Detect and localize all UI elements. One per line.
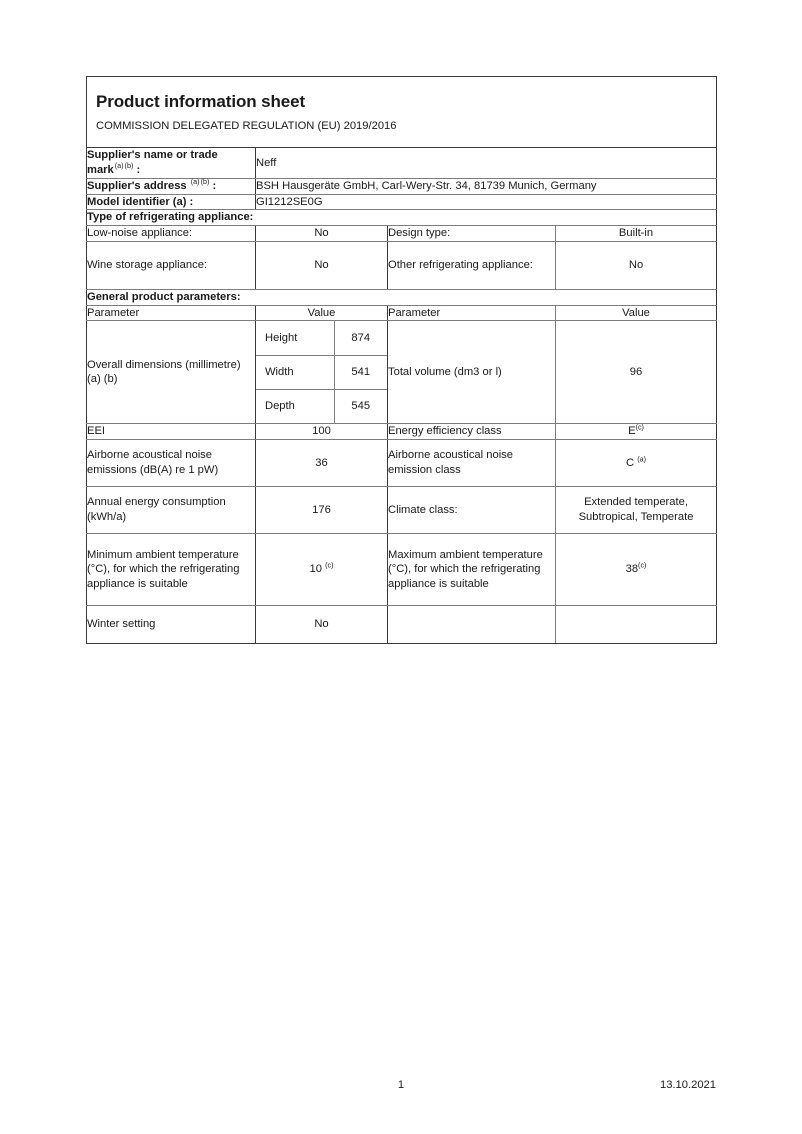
page-title: Product information sheet — [96, 92, 306, 111]
eei-row — [87, 424, 717, 440]
footnote-ref-c: (c) — [325, 560, 334, 570]
winter-setting-label: Winter setting — [87, 606, 256, 644]
col-header-value-left: Value — [256, 305, 388, 321]
footnote-ref-c: (c) — [638, 560, 647, 570]
winter-setting-empty-value — [556, 606, 717, 644]
footnote-ref-b: (b) — [124, 161, 134, 171]
general-section-heading: General product parameters: — [87, 289, 717, 305]
eei-label: EEI — [87, 424, 256, 440]
wine-storage-value: No — [256, 241, 388, 289]
low-noise-row — [87, 226, 717, 242]
airborne-noise-class-label: Airborne acoustical noise emission class — [388, 440, 556, 487]
overall-dimensions-label: Overall dimensions (millimetre) (a) (b) — [87, 321, 256, 424]
dimension-value-depth: 545 — [351, 400, 371, 413]
low-noise-label: Low-noise appliance: — [87, 226, 256, 242]
dimension-name-width: Width — [256, 355, 334, 389]
min-ambient-temperature-value — [256, 534, 388, 606]
wine-storage-label: Wine storage appliance: — [87, 241, 256, 289]
total-volume-value: 96 — [556, 321, 717, 424]
supplier-name-label-text: Supplier's name or trade mark — [87, 149, 218, 176]
model-identifier-row — [87, 194, 717, 210]
eei-value: 100 — [256, 424, 388, 440]
design-type-value: Built-in — [556, 226, 717, 242]
footnote-ref-a: (a) — [637, 454, 647, 464]
supplier-name-label-colon: : — [133, 164, 141, 176]
footnote-ref-a: (a) — [190, 177, 200, 187]
winter-setting-empty-label — [388, 606, 556, 644]
climate-class-value: Extended temperate, Subtropical, Temperate — [556, 487, 717, 534]
page-number: 1 — [397, 1079, 405, 1091]
footnote-ref-b: (b) — [200, 177, 210, 187]
regulation-subtitle: COMMISSION DELEGATED REGULATION (EU) 2019/2016 — [96, 120, 397, 133]
winter-setting-value: No — [256, 606, 388, 644]
supplier-name-value: Neff — [256, 148, 717, 179]
wine-storage-row — [87, 241, 717, 289]
annual-energy-consumption-value: 176 — [256, 487, 388, 534]
min-ambient-temperature-value-text: 10 — [309, 563, 322, 576]
dimension-name-height: Height — [256, 321, 334, 355]
winter-setting-row — [87, 606, 717, 644]
supplier-name-row — [87, 148, 717, 179]
column-header-row — [87, 305, 717, 321]
max-ambient-temperature-value — [556, 534, 717, 606]
supplier-address-label — [87, 178, 256, 194]
annual-energy-consumption-label: Annual energy consumption (kWh/a) — [87, 487, 256, 534]
dimension-row-depth — [256, 389, 387, 423]
dimension-row-height — [256, 321, 387, 355]
supplier-address-value: BSH Hausgeräte GmbH, Carl-Wery-Str. 34, 81739 Munich, Germany — [256, 178, 717, 194]
ambient-temperature-row — [87, 534, 717, 606]
other-refrigerating-appliance-value: No — [556, 241, 717, 289]
airborne-noise-emissions-label: Airborne acoustical noise emissions (dB(A) re 1 pW) — [87, 440, 256, 487]
title-cell — [87, 77, 717, 148]
min-ambient-temperature-label: Minimum ambient temperature (°C), for which the refrigerating appliance is suitable — [87, 534, 256, 606]
energy-efficiency-class-value-text: E — [628, 425, 636, 438]
airborne-noise-class-value — [556, 440, 717, 487]
document-date: 13.10.2021 — [660, 1079, 716, 1091]
energy-efficiency-class-value — [556, 424, 717, 440]
title-row — [87, 77, 717, 148]
supplier-address-row — [87, 178, 717, 194]
airborne-noise-class-value-text: C — [626, 456, 635, 469]
supplier-name-label — [87, 148, 256, 179]
dimension-value-height: 874 — [334, 321, 387, 355]
page-footer — [86, 1079, 716, 1095]
type-section-heading: Type of refrigerating appliance: — [87, 210, 717, 226]
model-identifier-label: Model identifier (a) : — [87, 194, 256, 210]
other-refrigerating-appliance-label: Other refrigerating appliance: — [388, 241, 556, 289]
dimension-value-width: 541 — [334, 355, 387, 389]
airborne-noise-emissions-value: 36 — [256, 440, 388, 487]
supplier-address-label-text: Supplier's address — [87, 179, 187, 192]
dimension-name-depth: Depth — [256, 389, 334, 423]
annual-energy-row — [87, 487, 717, 534]
design-type-label: Design type: — [388, 226, 556, 242]
general-section-heading-row — [87, 289, 717, 305]
col-header-value-right: Value — [556, 305, 717, 321]
max-ambient-temperature-label: Maximum ambient temperature (°C), for which the refrigerating appliance is suitable — [388, 534, 556, 606]
overall-dimensions-row — [87, 321, 717, 424]
climate-class-label: Climate class: — [388, 487, 556, 534]
footnote-ref-a: (a) — [114, 161, 124, 171]
model-identifier-value: GI1212SE0G — [256, 194, 717, 210]
total-volume-label: Total volume (dm3 or l) — [388, 321, 556, 424]
type-section-heading-row — [87, 210, 717, 226]
dimension-row-width — [256, 355, 387, 389]
footnote-ref-c: (c) — [635, 422, 644, 432]
airborne-noise-row — [87, 440, 717, 487]
overall-dimensions-subtable-cell — [256, 321, 388, 424]
col-header-parameter-right: Parameter — [388, 305, 556, 321]
product-information-table — [86, 76, 717, 644]
col-header-parameter-left: Parameter — [87, 305, 256, 321]
energy-efficiency-class-label: Energy efficiency class — [388, 424, 556, 440]
max-ambient-temperature-value-text: 38 — [625, 563, 639, 576]
supplier-address-label-colon: : — [209, 179, 217, 192]
dimensions-subtable — [256, 321, 387, 423]
low-noise-value: No — [256, 226, 388, 242]
